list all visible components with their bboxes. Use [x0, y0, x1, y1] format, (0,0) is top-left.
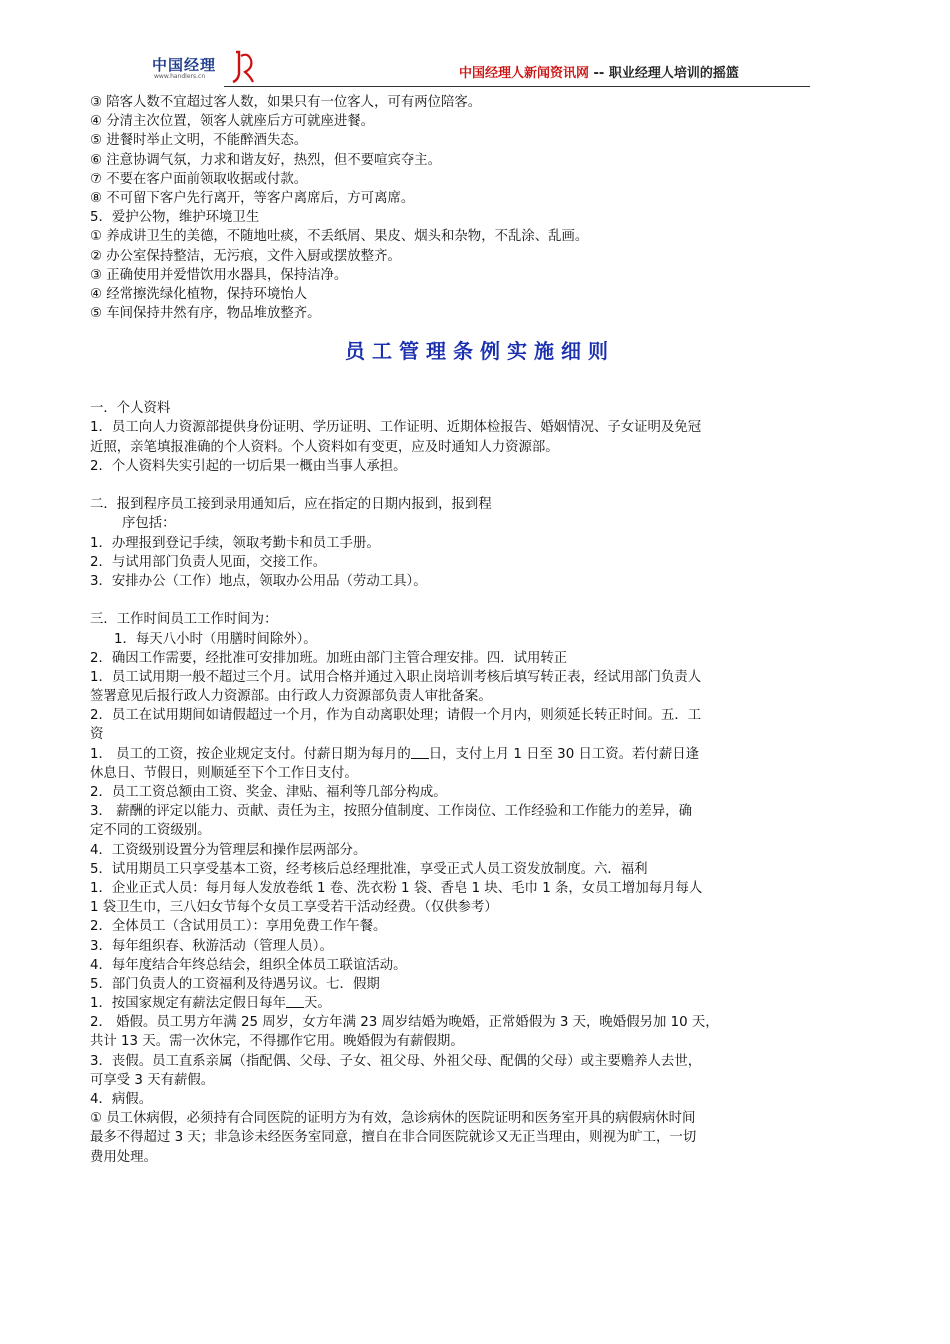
text-line: 5．爱护公物，维护环境卫生	[90, 210, 260, 226]
site-logo	[148, 52, 258, 86]
section-heading: 二．报到程序员工接到录用通知后，应在指定的日期内报到，报到程	[90, 497, 492, 513]
text-line: ⑥ 注意协调气氛，力求和谐友好，热烈，但不要喧宾夺主。	[90, 152, 442, 168]
text-segment: 天。	[304, 996, 331, 1012]
text-line	[90, 745, 870, 764]
text-segment: 日，支付上月 1 日至 30 日工资。若付薪日逢	[428, 746, 699, 762]
text-line: 5．部门负责人的工资福利及待遇另议。七．假期	[90, 976, 380, 992]
text-line: 休息日、节假日，则顺延至下个工作日支付。	[90, 765, 358, 781]
text-line: 2．与试用部门负责人见面，交接工作。	[90, 554, 327, 570]
text-line: 3． 薪酬的评定以能力、贡献、责任为主，按照分值制度、工作岗位、工作经验和工作能力的差异，确	[90, 804, 692, 820]
text-segment: 1．按国家规定有薪法定假日每年	[90, 996, 286, 1012]
text-line: 1．每天八小时（用膳时间除外）。	[114, 631, 317, 647]
text-line: 4．工资级别设置分为管理层和操作层两部分。	[90, 842, 367, 858]
site-banner	[459, 62, 739, 81]
text-line: 近照，亲笔填报准确的个人资料。个人资料如有变更，应及时通知人力资源部。	[90, 439, 559, 455]
text-line: ④ 分清主次位置，领客人就座后方可就座进餐。	[90, 114, 375, 130]
text-line: 2． 婚假。员工男方年满 25 周岁，女方年满 23 周岁结婚为晚婚，正常婚假为 3 天，晚婚假另加 10 天，	[90, 1015, 719, 1031]
logo-url: www.handlers.cn	[154, 73, 206, 80]
text-line	[90, 994, 870, 1013]
text-line: 1．员工试用期一般不超过三个月。试用合格并通过入职止岗培训考核后填写转正表，经试用部门负责人	[90, 669, 702, 685]
document-body	[90, 93, 870, 1167]
text-line: 1．办理报到登记手续，领取考勤卡和员工手册。	[90, 535, 380, 551]
text-line: ⑤ 车间保持井然有序，物品堆放整齐。	[90, 306, 321, 322]
text-line: 5．试用期员工只享受基本工资，经考核后总经理批准，享受正式人员工资发放制度。六．福利	[90, 861, 648, 877]
text-line: 共计 13 天。需一次休完，不得挪作它用。晚婚假为有薪假期。	[90, 1034, 464, 1050]
document-title: 员工管理条例实施细则	[345, 339, 615, 364]
text-line: ③ 陪客人数不宜超过客人数，如果只有一位客人，可有两位陪客。	[90, 95, 482, 110]
logo-mark-icon	[232, 50, 254, 84]
text-line: 2．员工工资总额由工资、奖金、津贴、福利等几部分构成。	[90, 785, 447, 800]
text-line: 3．每年组织春、秋游活动（管理人员）。	[90, 938, 333, 954]
blank-underline	[286, 995, 304, 1008]
text-line: 2．员工在试用期间如请假超过一个月，作为自动离职处理；请假一个月内，则须延长转正时间。五．工	[90, 708, 702, 724]
text-line: 2．个人资料失实引起的一切后果一概由当事人承担。	[90, 458, 407, 474]
logo-text: 中国经理	[152, 56, 217, 74]
section-heading: 三．工作时间员工工作时间为：	[90, 612, 278, 628]
text-line: 定不同的工资级别。	[90, 823, 211, 839]
section-heading-cont: 序包括：	[122, 516, 176, 532]
text-line: 最多不得超过 3 天；非急诊未经医务室同意，擅自在非合同医院就诊又无正当理由，则视为旷工，一切	[90, 1130, 697, 1146]
text-line: ③ 正确使用并爱惜饮用水器具，保持洁净。	[90, 267, 348, 283]
text-line: ① 养成讲卫生的美德，不随地吐痰，不丢纸屑、果皮、烟头和杂物，不乱涂、乱画。	[90, 229, 589, 245]
text-segment: 1． 员工的工资，按企业规定支付。付薪日期为每月的	[90, 746, 411, 762]
text-line: 1．企业正式人员：每月每人发放卷纸 1 卷、洗衣粉 1 袋、香皂 1 块、毛巾 1 条，女员工增加每月每人	[90, 880, 703, 896]
spacer	[90, 591, 870, 610]
text-line: ① 员工休病假，必须持有合同医院的证明方为有效，急诊病休的医院证明和医务室开具的病假病休时间	[90, 1111, 696, 1127]
spacer	[90, 476, 870, 495]
text-line: 4．每年度结合年终总结会，组织全体员工联谊活动。	[90, 957, 407, 973]
text-line: 签署意见后报行政人力资源部。由行政人力资源部负责人审批备案。	[90, 689, 492, 705]
text-line: 3．丧假。员工直系亲属（指配偶、父母、子女、祖父母、外祖父母、配偶的父母）或主要赡养人去世，	[90, 1053, 702, 1069]
text-line: ⑤ 进餐时举止文明，不能醉酒失态。	[90, 133, 308, 149]
text-line: 2．全体员工（含试用员工）：享用免费工作午餐。	[90, 919, 387, 935]
text-line: ⑦ 不要在客户面前领取收据或付款。	[90, 171, 308, 187]
text-line: 4．病假。	[90, 1092, 153, 1107]
header-rule	[224, 86, 810, 87]
text-line: 可享受 3 天有薪假。	[90, 1072, 215, 1088]
text-line: ② 办公室保持整洁，无污痕，文件入厨或摆放整齐。	[90, 248, 401, 264]
banner-separator: --	[589, 66, 609, 81]
text-line: 费用处理。	[90, 1149, 157, 1165]
text-line: 3．安排办公（工作）地点，领取办公用品（劳动工具）。	[90, 573, 427, 589]
text-line: 2．确因工作需要，经批准可安排加班。加班由部门主管合理安排。四．试用转正	[90, 650, 568, 666]
site-slogan: 职业经理人培训的摇篮	[608, 66, 739, 81]
blank-underline	[411, 746, 429, 759]
text-line: ④ 经常擦洗绿化植物，保持环境怡人	[90, 286, 308, 302]
text-line: 资	[90, 727, 104, 743]
page-header	[138, 52, 810, 92]
site-name: 中国经理人新闻资讯网	[459, 66, 590, 81]
text-line: ⑧ 不可留下客户先行离开，等客户离席后，方可离席。	[90, 190, 415, 206]
text-line: 1．员工向人力资源部提供身份证明、学历证明、工作证明、近期体检报告、婚姻情况、子女证明及免冠	[90, 420, 702, 436]
section-heading: 一．个人资料	[90, 401, 171, 417]
text-line: 1 袋卫生巾，三八妇女节每个女员工享受若干活动经费。（仅供参考）	[90, 900, 498, 916]
